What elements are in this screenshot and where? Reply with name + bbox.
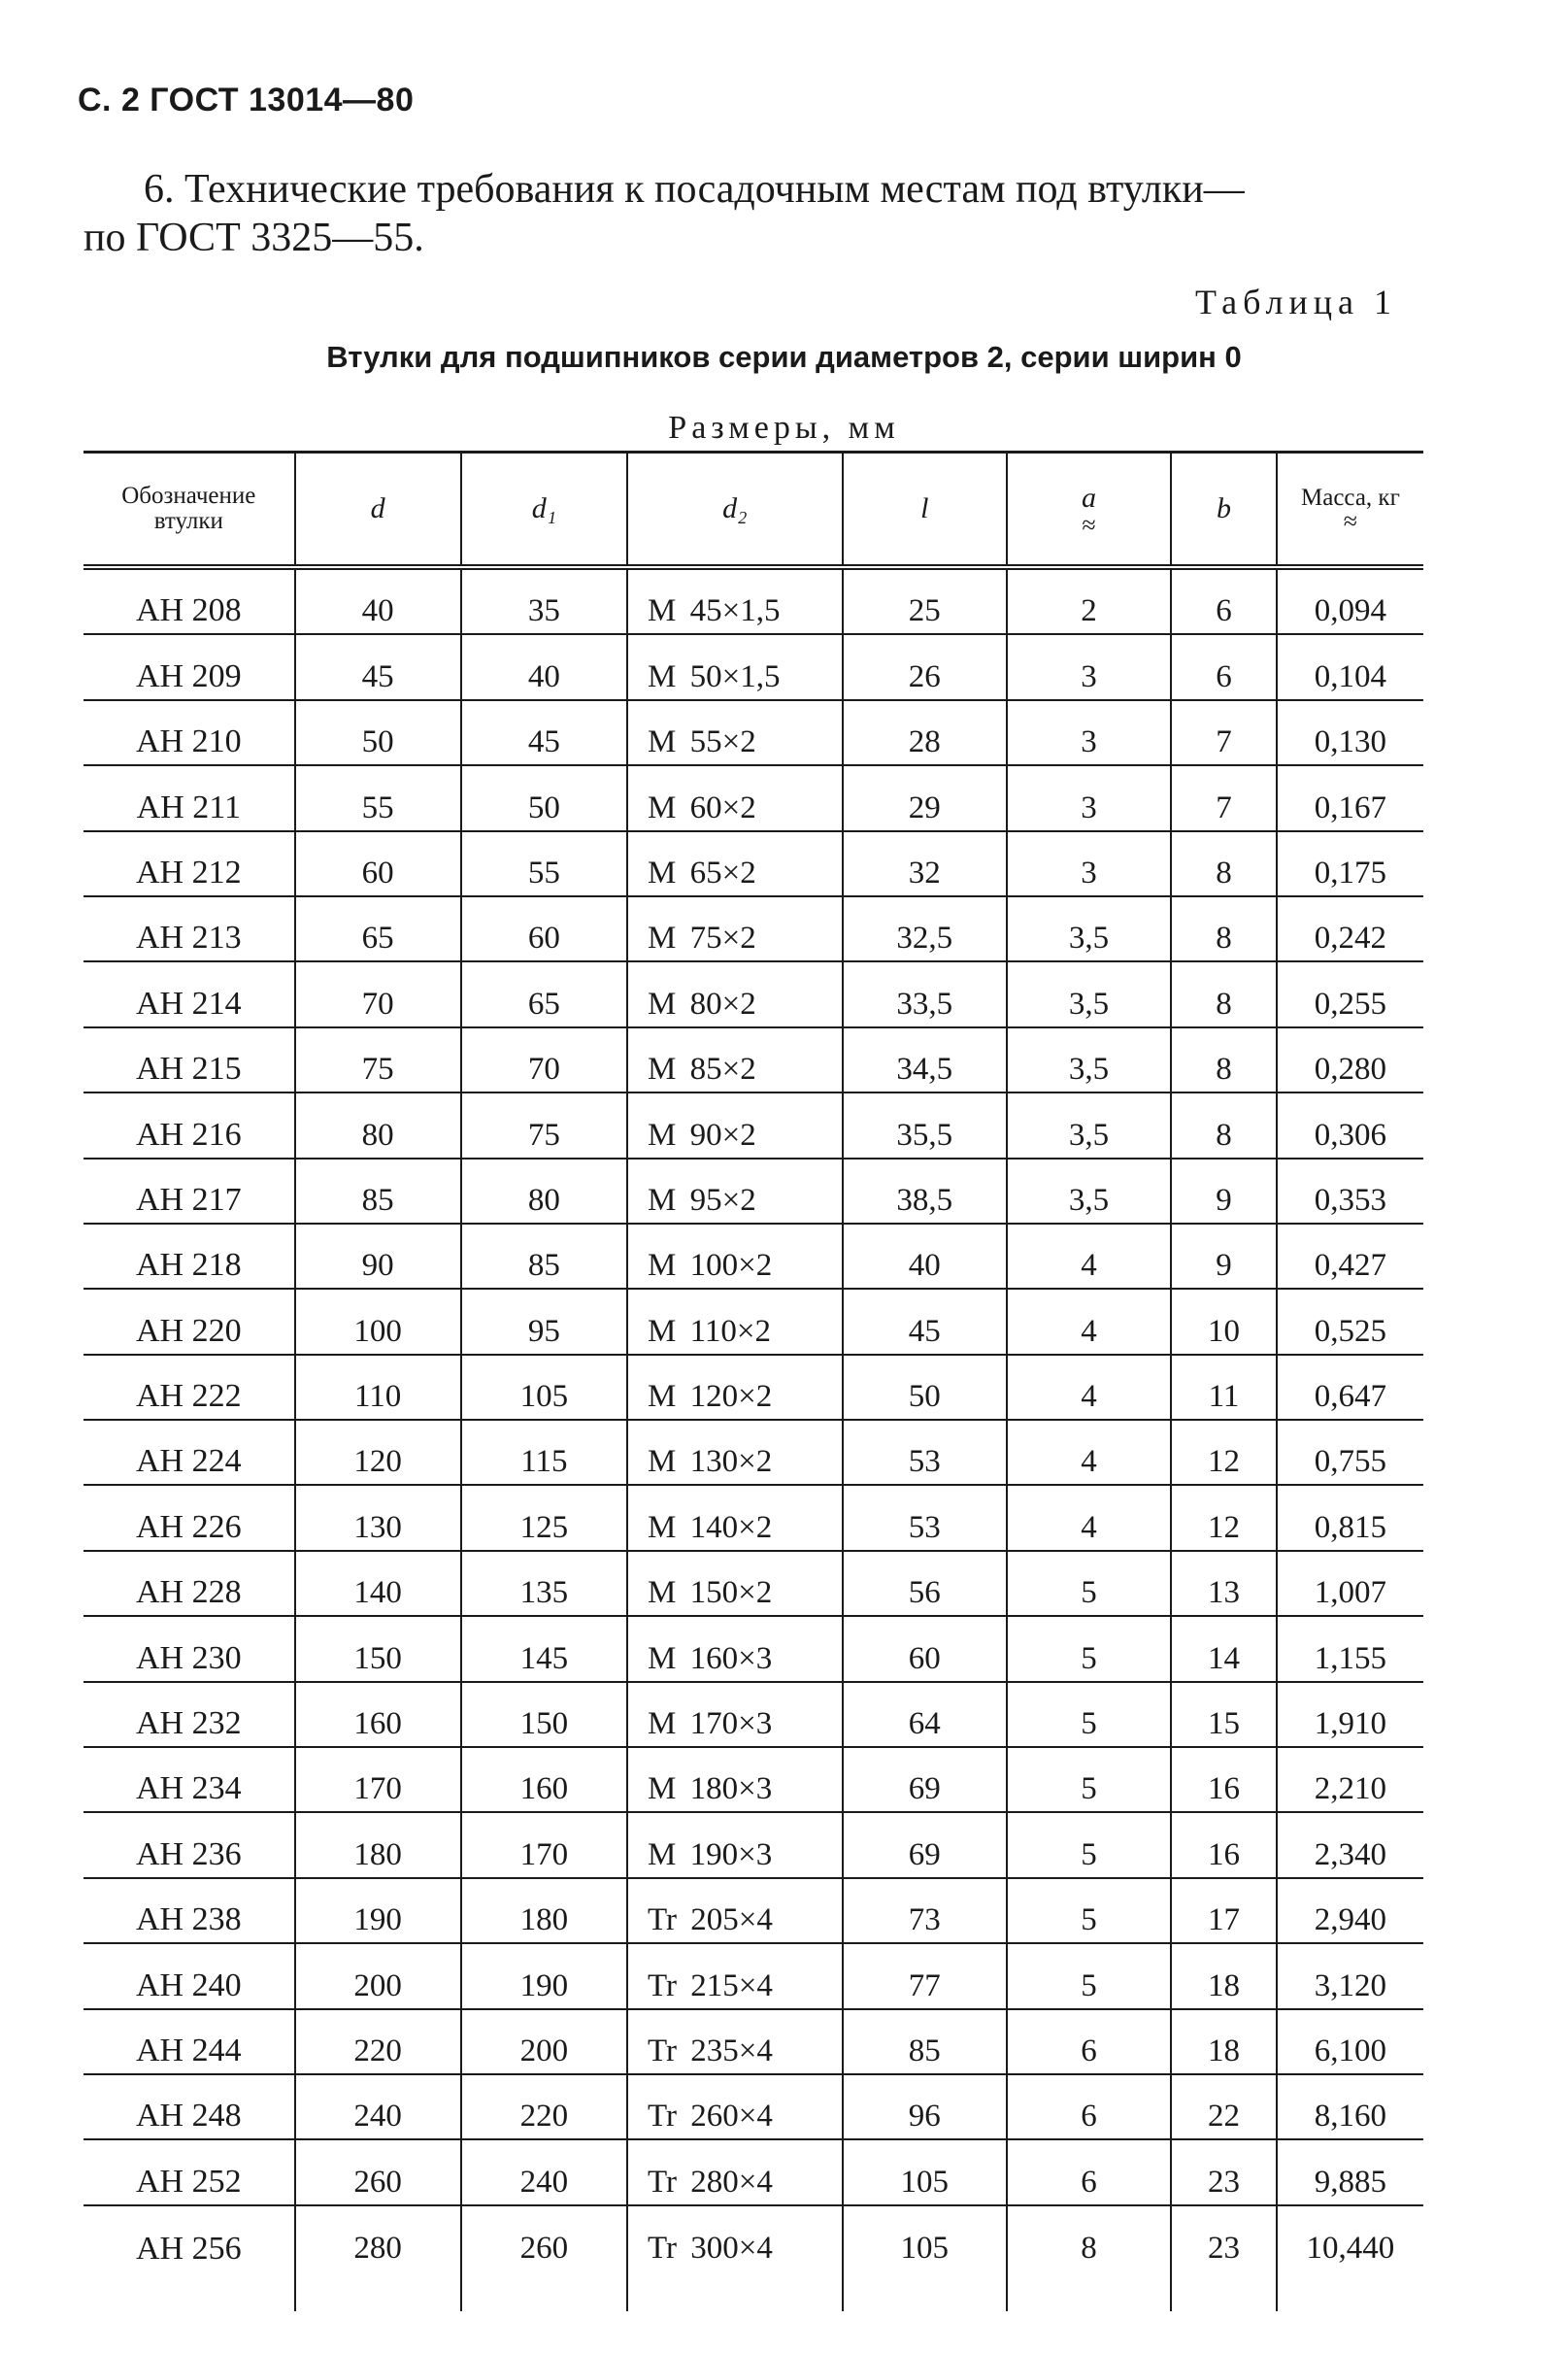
table-row [83,1551,1423,1616]
a-cell: 5 [1007,1878,1171,1943]
b-cell: 6 [1171,634,1277,699]
designation-cell: АН 212 [83,831,295,896]
col-header-d: d [295,453,461,568]
b-cell: 7 [1171,700,1277,765]
d2-cell: М 170×3 [627,1682,843,1747]
d-cell: 50 [295,700,461,765]
d1-cell: 85 [461,1224,627,1289]
d2-cell: Tr 235×4 [627,2009,843,2074]
d-cell: 60 [295,831,461,896]
mass-cell: 0,242 [1277,896,1423,961]
col-header-a [1007,453,1171,568]
table-label: Таблица 1 [1195,283,1397,321]
d1-cell: 160 [461,1747,627,1812]
b-cell: 8 [1171,1092,1277,1158]
d2-cell: М 50×1,5 [627,634,843,699]
d-cell: 160 [295,1682,461,1747]
d1-cell: 35 [461,567,627,634]
mass-cell: 0,167 [1277,765,1423,830]
a-cell: 3 [1007,831,1171,896]
l-cell: 32 [843,831,1007,896]
mass-cell: 0,815 [1277,1485,1423,1550]
b-cell: 18 [1171,2009,1277,2074]
d-cell: 80 [295,1092,461,1158]
col-header-a-symbol: a [1081,482,1096,514]
designation-cell: АН 217 [83,1159,295,1224]
paragraph-line-1: 6. Технические требования к посадочным местам под втулки— [144,167,1245,212]
d2-cell: Tr 205×4 [627,1878,843,1943]
table-row [83,2074,1423,2139]
d-cell: 170 [295,1747,461,1812]
d2-cell: М 120×2 [627,1355,843,1420]
table-row [83,2139,1423,2204]
col-header-mass [1277,453,1423,568]
mass-cell: 0,104 [1277,634,1423,699]
d1-cell: 60 [461,896,627,961]
l-cell: 69 [843,1747,1007,1812]
d1-cell: 170 [461,1812,627,1877]
designation-cell: АН 210 [83,700,295,765]
a-cell: 6 [1007,2009,1171,2074]
d-cell: 45 [295,634,461,699]
table-row [83,2009,1423,2074]
table-row [83,1682,1423,1747]
table-row [83,1159,1423,1224]
a-cell: 4 [1007,1485,1171,1550]
a-cell: 3,5 [1007,1027,1171,1092]
table-row [83,634,1423,699]
mass-cell: 0,255 [1277,961,1423,1026]
l-cell: 50 [843,1355,1007,1420]
l-cell: 96 [843,2074,1007,2139]
table-row [83,1812,1423,1877]
d-cell: 65 [295,896,461,961]
b-cell: 6 [1171,567,1277,634]
d2-cell: М 100×2 [627,1224,843,1289]
a-cell: 5 [1007,1616,1171,1681]
l-cell: 45 [843,1289,1007,1354]
d2-cell: М 160×3 [627,1616,843,1681]
table-row [83,1092,1423,1158]
l-cell: 60 [843,1616,1007,1681]
a-cell: 3,5 [1007,1092,1171,1158]
b-cell: 16 [1171,1812,1277,1877]
mass-cell: 1,910 [1277,1682,1423,1747]
table-row [83,1943,1423,2008]
d-cell: 130 [295,1485,461,1550]
b-cell: 8 [1171,896,1277,961]
table-row [83,896,1423,961]
d1-cell: 45 [461,700,627,765]
a-cell: 5 [1007,1551,1171,1616]
mass-cell: 3,120 [1277,1943,1423,2008]
mass-cell: 0,353 [1277,1159,1423,1224]
table-row [83,1420,1423,1485]
table-title: Втулки для подшипников серии диаметров 2, серии ширин 0 [326,340,1242,374]
l-cell: 29 [843,765,1007,830]
a-cell: 3 [1007,700,1171,765]
b-cell: 12 [1171,1485,1277,1550]
table-row [83,1878,1423,1943]
d2-cell: М 65×2 [627,831,843,896]
mass-cell: 2,940 [1277,1878,1423,1943]
table-header-row [83,453,1423,568]
a-cell: 5 [1007,1812,1171,1877]
l-cell: 77 [843,1943,1007,2008]
d-cell: 40 [295,567,461,634]
d2-cell: М 90×2 [627,1092,843,1158]
l-cell: 53 [843,1485,1007,1550]
d1-cell: 135 [461,1551,627,1616]
mass-cell: 0,647 [1277,1355,1423,1420]
d-cell: 55 [295,765,461,830]
mass-cell: 2,210 [1277,1747,1423,1812]
d2-cell: Tr 215×4 [627,1943,843,2008]
table-body [83,567,1423,2311]
table-row [83,700,1423,765]
l-cell: 28 [843,700,1007,765]
d2-cell: М 55×2 [627,700,843,765]
designation-cell: АН 224 [83,1420,295,1485]
d-cell: 260 [295,2139,461,2204]
b-cell: 23 [1171,2139,1277,2204]
d1-cell: 125 [461,1485,627,1550]
designation-cell: АН 208 [83,567,295,634]
d-cell: 150 [295,1616,461,1681]
table-row [83,567,1423,634]
table-row [83,1747,1423,1812]
a-cell: 3,5 [1007,1159,1171,1224]
l-cell: 64 [843,1682,1007,1747]
col-header-mass-label: Масса, кг [1301,485,1400,511]
b-cell: 16 [1171,1747,1277,1812]
b-cell: 11 [1171,1355,1277,1420]
designation-cell: АН 248 [83,2074,295,2139]
mass-cell: 0,130 [1277,700,1423,765]
mass-cell: 0,755 [1277,1420,1423,1485]
a-cell: 3 [1007,634,1171,699]
designation-cell: АН 240 [83,1943,295,2008]
table-row [83,1224,1423,1289]
table-row [83,1355,1423,1420]
d1-cell: 50 [461,765,627,830]
col-header-d2: d₂ [627,453,843,568]
d2-cell: М 45×1,5 [627,567,843,634]
b-cell: 14 [1171,1616,1277,1681]
a-cell: 5 [1007,1943,1171,2008]
d1-cell: 40 [461,634,627,699]
a-cell: 2 [1007,567,1171,634]
designation-cell: АН 214 [83,961,295,1026]
col-header-a-approx: ≈ [1082,511,1096,539]
col-header-b: b [1171,453,1277,568]
designation-cell: АН 252 [83,2139,295,2204]
designation-cell: АН 238 [83,1878,295,1943]
d1-cell: 65 [461,961,627,1026]
d1-cell: 75 [461,1092,627,1158]
b-cell: 22 [1171,2074,1277,2139]
designation-cell: АН 222 [83,1355,295,1420]
page-header: С. 2 ГОСТ 13014—80 [78,82,415,118]
l-cell: 25 [843,567,1007,634]
l-cell: 33,5 [843,961,1007,1026]
a-cell: 6 [1007,2074,1171,2139]
designation-cell: АН 226 [83,1485,295,1550]
l-cell: 105 [843,2205,1007,2311]
mass-cell: 8,160 [1277,2074,1423,2139]
a-cell: 5 [1007,1682,1171,1747]
table-row [83,2205,1423,2311]
mass-cell: 9,885 [1277,2139,1423,2204]
d2-cell: М 110×2 [627,1289,843,1354]
d-cell: 85 [295,1159,461,1224]
table-row [83,1289,1423,1354]
l-cell: 69 [843,1812,1007,1877]
d-cell: 190 [295,1878,461,1943]
d1-cell: 240 [461,2139,627,2204]
d1-cell: 180 [461,1878,627,1943]
mass-cell: 0,525 [1277,1289,1423,1354]
table-row [83,1027,1423,1092]
designation-cell: АН 209 [83,634,295,699]
l-cell: 38,5 [843,1159,1007,1224]
b-cell: 12 [1171,1420,1277,1485]
col-header-l: l [843,453,1007,568]
d1-cell: 105 [461,1355,627,1420]
designation-cell: АН 220 [83,1289,295,1354]
d-cell: 110 [295,1355,461,1420]
a-cell: 4 [1007,1224,1171,1289]
mass-cell: 2,340 [1277,1812,1423,1877]
b-cell: 8 [1171,961,1277,1026]
mass-cell: 0,280 [1277,1027,1423,1092]
d1-cell: 150 [461,1682,627,1747]
d-cell: 90 [295,1224,461,1289]
table-row [83,1485,1423,1550]
designation-cell: АН 228 [83,1551,295,1616]
b-cell: 23 [1171,2205,1277,2311]
l-cell: 32,5 [843,896,1007,961]
table-row [83,765,1423,830]
d2-cell: М 150×2 [627,1551,843,1616]
designation-cell: АН 213 [83,896,295,961]
a-cell: 4 [1007,1420,1171,1485]
d1-cell: 200 [461,2009,627,2074]
designation-cell: АН 216 [83,1092,295,1158]
d-cell: 200 [295,1943,461,2008]
designation-cell: АН 230 [83,1616,295,1681]
d-cell: 220 [295,2009,461,2074]
d1-cell: 80 [461,1159,627,1224]
table-units: Размеры, мм [668,410,900,446]
designation-cell: АН 218 [83,1224,295,1289]
l-cell: 35,5 [843,1092,1007,1158]
mass-cell: 0,094 [1277,567,1423,634]
d-cell: 280 [295,2205,461,2311]
table-row [83,831,1423,896]
d2-cell: М 140×2 [627,1485,843,1550]
d2-cell: Tr 300×4 [627,2205,843,2311]
d1-cell: 190 [461,1943,627,2008]
b-cell: 15 [1171,1682,1277,1747]
mass-cell: 1,007 [1277,1551,1423,1616]
d2-cell: М 130×2 [627,1420,843,1485]
designation-cell: АН 236 [83,1812,295,1877]
a-cell: 3 [1007,765,1171,830]
a-cell: 3,5 [1007,961,1171,1026]
designation-cell: АН 215 [83,1027,295,1092]
table-row [83,961,1423,1026]
l-cell: 73 [843,1878,1007,1943]
mass-cell: 0,175 [1277,831,1423,896]
d2-cell: М 75×2 [627,896,843,961]
l-cell: 105 [843,2139,1007,2204]
d-cell: 75 [295,1027,461,1092]
designation-cell: АН 232 [83,1682,295,1747]
a-cell: 8 [1007,2205,1171,2311]
a-cell: 4 [1007,1355,1171,1420]
b-cell: 18 [1171,1943,1277,2008]
designation-cell: АН 211 [83,765,295,830]
d1-cell: 115 [461,1420,627,1485]
designation-cell: АН 244 [83,2009,295,2074]
d1-cell: 70 [461,1027,627,1092]
d-cell: 100 [295,1289,461,1354]
d2-cell: М 95×2 [627,1159,843,1224]
col-header-designation: Обозначение втулки [83,453,295,568]
d1-cell: 220 [461,2074,627,2139]
b-cell: 13 [1171,1551,1277,1616]
bushing-table [83,451,1423,2311]
l-cell: 26 [843,634,1007,699]
b-cell: 10 [1171,1289,1277,1354]
d2-cell: М 190×3 [627,1812,843,1877]
l-cell: 85 [843,2009,1007,2074]
mass-cell: 6,100 [1277,2009,1423,2074]
d1-cell: 145 [461,1616,627,1681]
a-cell: 3,5 [1007,896,1171,961]
d2-cell: Tr 260×4 [627,2074,843,2139]
b-cell: 9 [1171,1224,1277,1289]
d-cell: 140 [295,1551,461,1616]
d1-cell: 95 [461,1289,627,1354]
l-cell: 40 [843,1224,1007,1289]
mass-cell: 0,306 [1277,1092,1423,1158]
b-cell: 8 [1171,831,1277,896]
b-cell: 7 [1171,765,1277,830]
d2-cell: Tr 280×4 [627,2139,843,2204]
a-cell: 5 [1007,1747,1171,1812]
b-cell: 9 [1171,1159,1277,1224]
b-cell: 8 [1171,1027,1277,1092]
a-cell: 6 [1007,2139,1171,2204]
paragraph [83,165,1443,262]
d2-cell: М 180×3 [627,1747,843,1812]
d-cell: 120 [295,1420,461,1485]
mass-cell: 1,155 [1277,1616,1423,1681]
col-header-d1: d₁ [461,453,627,568]
designation-cell: АН 234 [83,1747,295,1812]
mass-cell: 10,440 [1277,2205,1423,2311]
b-cell: 17 [1171,1878,1277,1943]
d2-cell: М 80×2 [627,961,843,1026]
d2-cell: М 85×2 [627,1027,843,1092]
paragraph-line-2: по ГОСТ 3325—55. [83,216,424,260]
d1-cell: 55 [461,831,627,896]
d-cell: 70 [295,961,461,1026]
l-cell: 56 [843,1551,1007,1616]
l-cell: 34,5 [843,1027,1007,1092]
table-row [83,1616,1423,1681]
d-cell: 240 [295,2074,461,2139]
col-header-mass-approx: ≈ [1343,507,1358,535]
d2-cell: М 60×2 [627,765,843,830]
a-cell: 4 [1007,1289,1171,1354]
d-cell: 180 [295,1812,461,1877]
designation-cell: АН 256 [135,2230,242,2267]
d1-cell: 260 [461,2205,627,2311]
l-cell: 53 [843,1420,1007,1485]
mass-cell: 0,427 [1277,1224,1423,1289]
